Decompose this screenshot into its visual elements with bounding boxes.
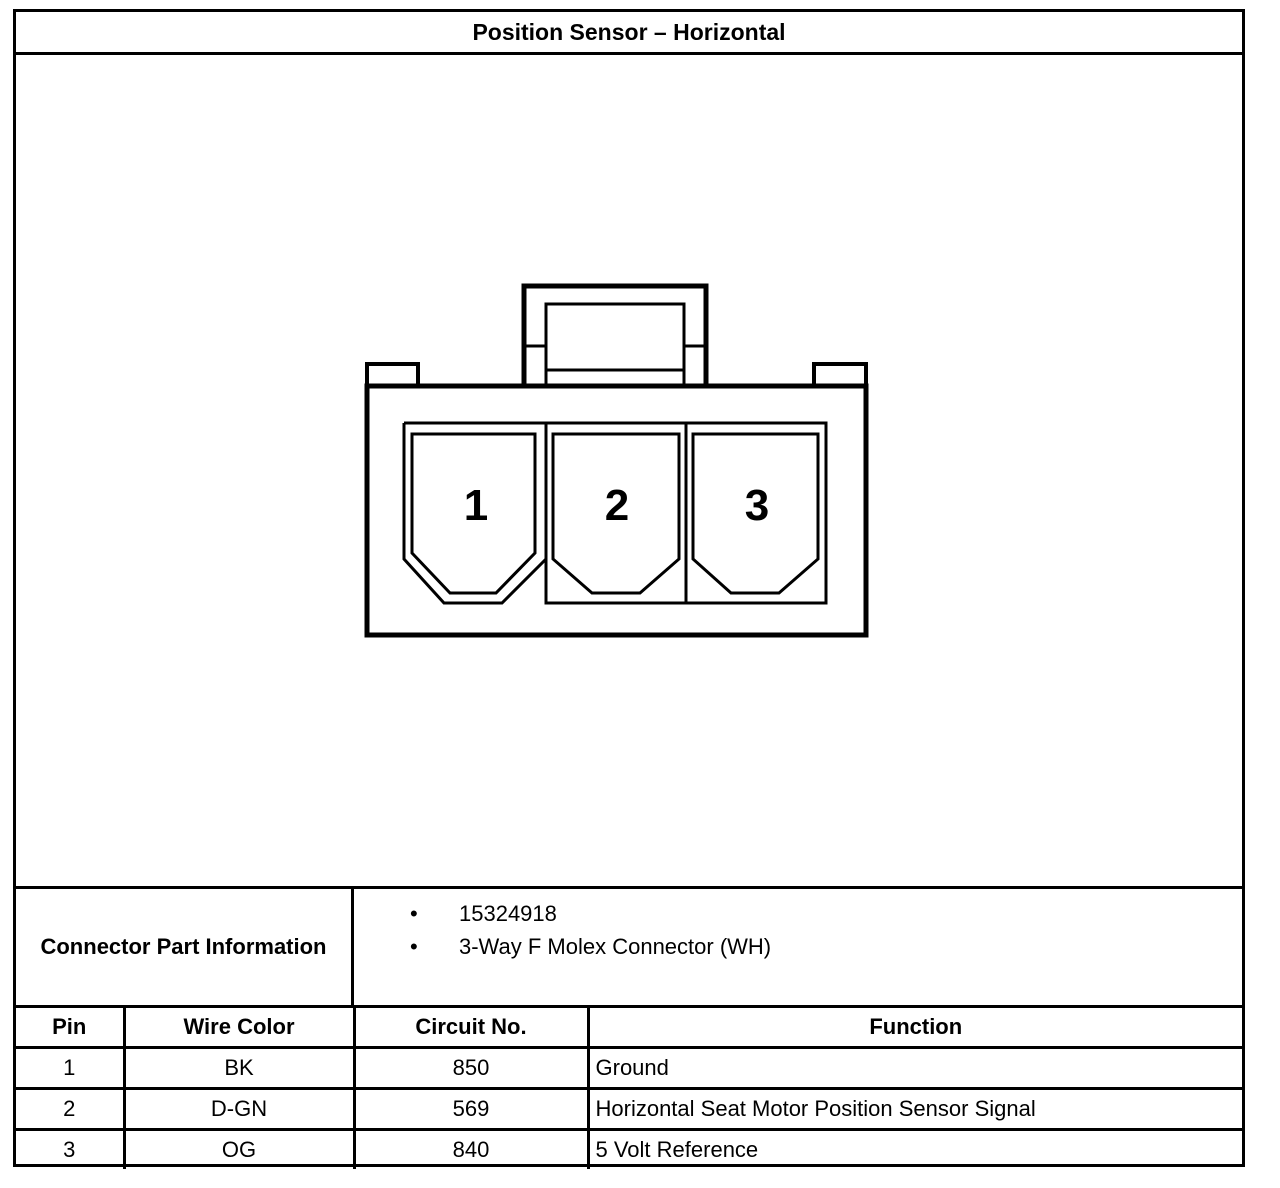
cell-function: 5 Volt Reference [588, 1130, 1242, 1170]
cavity-label-3: 3 [744, 481, 770, 530]
cell-pin: 2 [16, 1089, 124, 1130]
cavity-label-1: 1 [463, 481, 489, 530]
right-ear [814, 364, 866, 386]
cell-wire-color: D-GN [124, 1089, 354, 1130]
cell-function: Ground [588, 1048, 1242, 1089]
cell-wire-color: BK [124, 1048, 354, 1089]
cell-circuit: 850 [354, 1048, 588, 1089]
left-ear [367, 364, 418, 386]
table-row [16, 1048, 1242, 1089]
connector-description: 3-Way F Molex Connector (WH) [459, 934, 772, 959]
cell-wire-color: OG [124, 1130, 354, 1170]
connector-diagram [16, 55, 1242, 886]
cell-pin: 3 [16, 1130, 124, 1170]
part-info-list [354, 889, 1242, 1005]
header-circuit: Circuit No. [354, 1007, 588, 1048]
page-title: Position Sensor – Horizontal [16, 12, 1242, 55]
cell-pin: 1 [16, 1048, 124, 1089]
cavity-label-2: 2 [604, 481, 630, 530]
cell-circuit: 569 [354, 1089, 588, 1130]
connector-sheet [13, 9, 1245, 1167]
bullet-icon: • [410, 901, 418, 926]
part-info-label: Connector Part Information [16, 889, 354, 1005]
part-info-row [16, 886, 1242, 1005]
bullet-icon: • [410, 934, 418, 959]
table-header-row [16, 1007, 1242, 1048]
locking-tab-inner [546, 304, 684, 386]
header-pin: Pin [16, 1007, 124, 1048]
connector-face-svg [16, 55, 1242, 886]
header-wire-color: Wire Color [124, 1007, 354, 1048]
part-number: 15324918 [459, 901, 557, 926]
table-row [16, 1089, 1242, 1130]
cell-function: Horizontal Seat Motor Position Sensor Signal [588, 1089, 1242, 1130]
pinout-table [16, 1005, 1242, 1169]
table-row [16, 1130, 1242, 1170]
header-function: Function [588, 1007, 1242, 1048]
cell-circuit: 840 [354, 1130, 588, 1170]
